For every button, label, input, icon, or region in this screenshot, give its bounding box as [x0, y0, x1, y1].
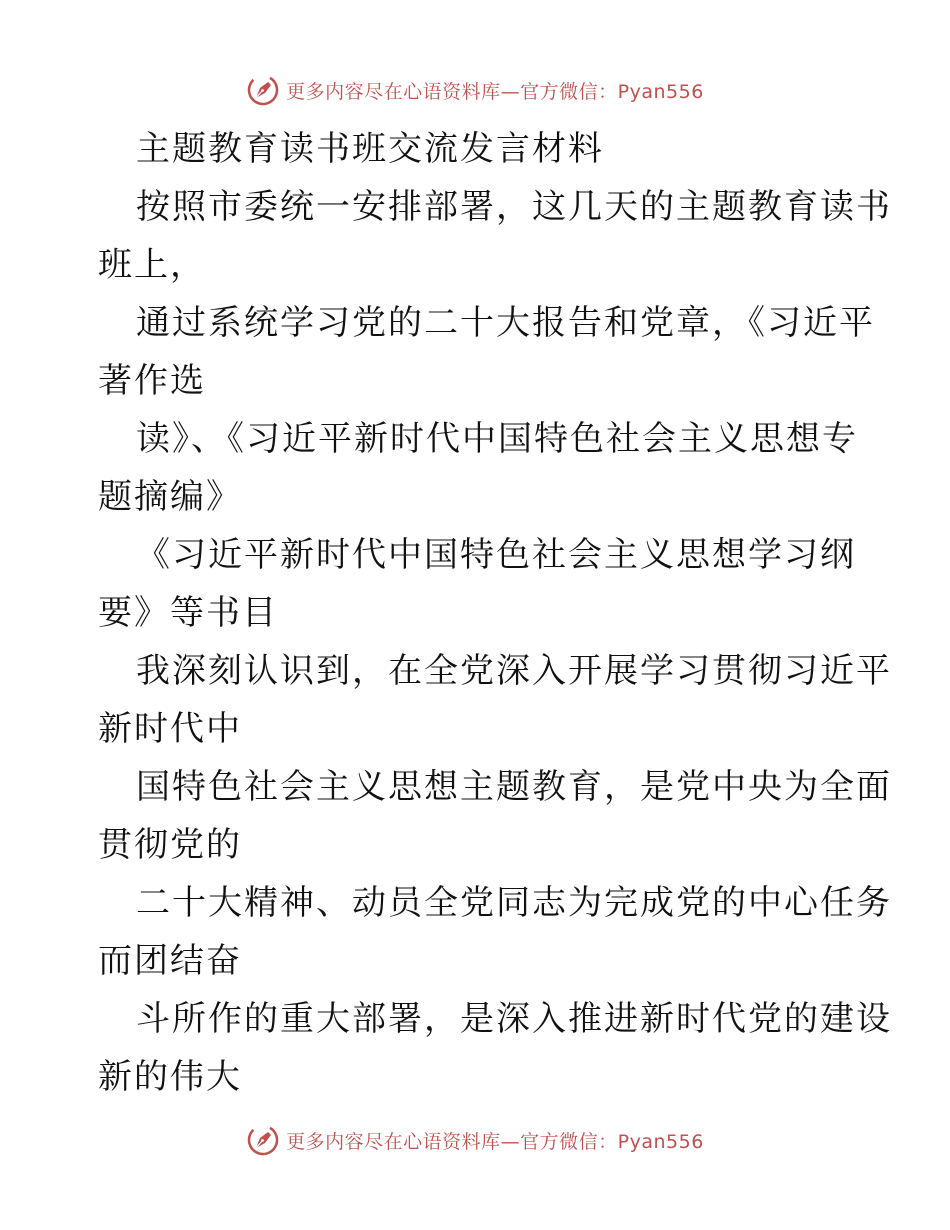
text-line: 我深刻认识到，在全党深入开展学习贯彻习近平 — [136, 651, 892, 691]
text-line: 要》等书目 — [98, 593, 278, 633]
footer-watermark — [0, 1120, 950, 1160]
text-line: 斗所作的重大部署，是深入推进新时代党的建设 — [136, 999, 892, 1039]
text-line: 国特色社会主义思想主题教育，是党中央为全面 — [136, 767, 892, 807]
document-body — [98, 120, 892, 1106]
text-line: 班上， — [98, 245, 206, 285]
text-line: 新时代中 — [98, 709, 242, 749]
fountain-pen-nib-icon — [246, 1123, 280, 1157]
header-watermark — [0, 70, 950, 110]
text-line: 读》、《习近平新时代中国特色社会主义思想专 — [136, 419, 858, 459]
watermark-text: 更多内容尽在心语资料库—官方微信：Pyan556 — [286, 80, 704, 103]
text-line: 主题教育读书班交流发言材料 — [136, 129, 604, 169]
text-line: 题摘编》 — [98, 477, 242, 517]
fountain-pen-nib-icon — [246, 73, 280, 107]
text-line: 按照市委统一安排部署，这几天的主题教育读书 — [136, 187, 892, 227]
text-line: 通过系统学习党的二十大报告和党章，《习近平 — [136, 303, 875, 343]
text-line: 著作选 — [98, 361, 206, 401]
text-line: 而团结奋 — [98, 941, 242, 981]
watermark-text: 更多内容尽在心语资料库—官方微信：Pyan556 — [286, 1130, 704, 1153]
text-line: 新的伟大 — [98, 1057, 242, 1097]
text-line: 二十大精神、动员全党同志为完成党的中心任务 — [136, 883, 892, 923]
text-line: 《习近平新时代中国特色社会主义思想学习纲 — [136, 535, 856, 575]
text-line: 贯彻党的 — [98, 825, 242, 865]
